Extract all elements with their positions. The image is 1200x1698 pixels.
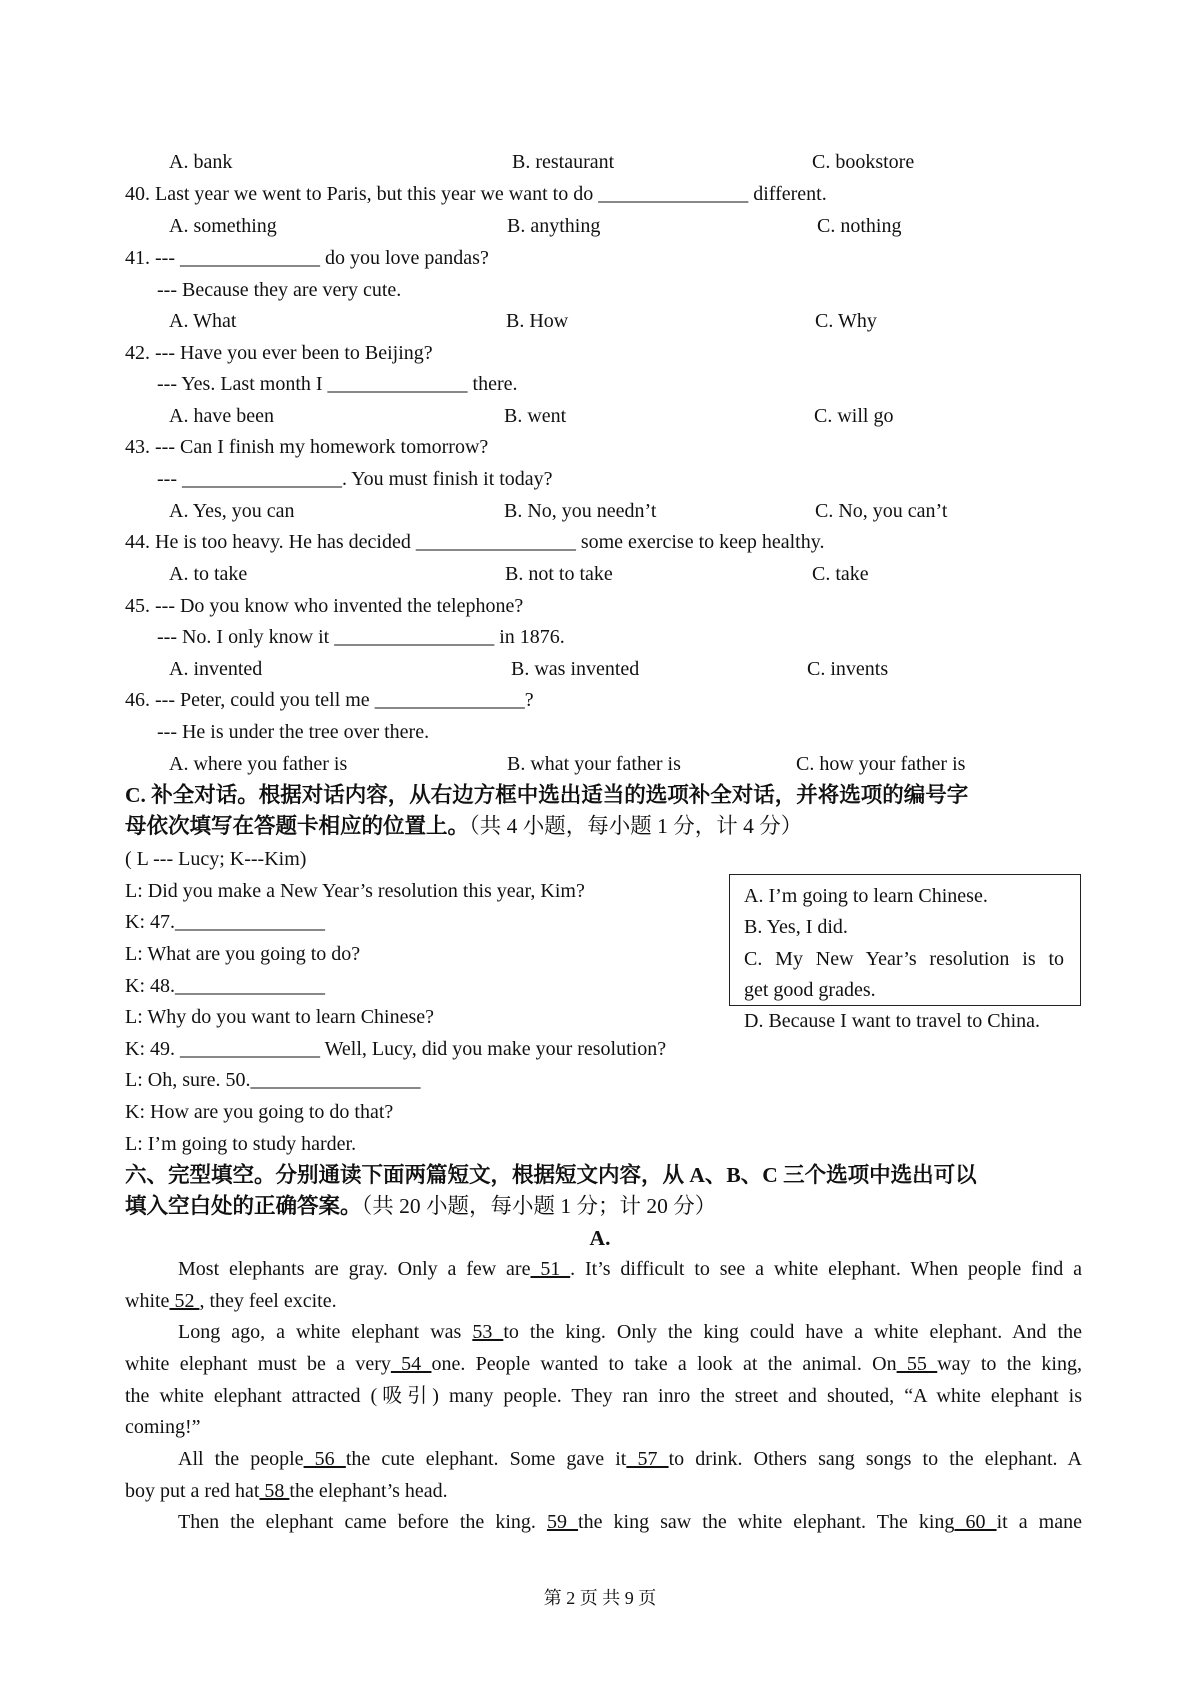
section-6-heading-line2 — [125, 1191, 716, 1221]
blank-53[interactable]: 53 — [472, 1321, 504, 1343]
passage-line: boy put a red hat 58 the elephant’s head. — [125, 1480, 448, 1502]
blank-56[interactable]: 56 — [303, 1448, 346, 1470]
q42-option-b: B. went — [504, 405, 567, 427]
q44-option-c: C. take — [812, 563, 869, 585]
q41-options — [169, 307, 1069, 335]
q41-option-b: B. How — [506, 310, 569, 332]
passage-line: Most elephants are gray. Only a few are 51 . It’s difficult to see a white elephant. When people find a — [178, 1258, 1083, 1280]
q39-options — [169, 148, 1069, 176]
dialog-line: L: Did you make a New Year’s resolution this year, Kim? — [125, 880, 585, 902]
q45-stem: 45. --- Do you know who invented the telephone? — [125, 595, 524, 617]
passage-line: white 52 , they feel excite. — [125, 1290, 337, 1312]
section-6-scoring: （共 20 小题，每小题 1 分；计 20 分） — [361, 1194, 717, 1218]
passage-line: the white elephant attracted (吸引) many people. They ran inro the street and shouted, “A white elephant is — [125, 1385, 1082, 1407]
passage-line: All the people 56 the cute elephant. Some gave it 57 to drink. Others sang songs to the elephant. A — [178, 1448, 1082, 1470]
q46-stem: 46. --- Peter, could you tell me _______________? — [125, 689, 534, 711]
section-c-heading-line2 — [125, 811, 802, 841]
box-option-d: D. Because I want to travel to China. — [744, 1010, 1041, 1032]
q40-option-b: B. anything — [507, 215, 601, 237]
dialog-line: L: Why do you want to learn Chinese? — [125, 1006, 435, 1028]
q45-answer-line: --- No. I only know it ________________ in 1876. — [157, 626, 565, 648]
q45-options — [169, 655, 1069, 683]
q43-answer-line: --- ________________. You must finish it today? — [157, 468, 553, 490]
q40-stem: 40. Last year we went to Paris, but this year we want to do _______________ different. — [125, 183, 827, 205]
passage-line: Long ago, a white elephant was 53 to the king. Only the king could have a white elephant. And the — [178, 1321, 1082, 1343]
q39-option-b: B. restaurant — [512, 151, 615, 173]
blank-58[interactable]: 58 — [259, 1480, 290, 1502]
dialog-line: L: What are you going to do? — [125, 943, 361, 965]
q44-options — [169, 560, 1069, 588]
section-6-heading-bold: 填入空白处的正确答案。 — [125, 1194, 362, 1218]
q46-answer-line: --- He is under the tree over there. — [157, 721, 430, 743]
section-c-heading-bold: 母依次填写在答题卡相应的位置上。 — [125, 814, 470, 838]
q43-option-b: B. No, you needn’t — [504, 500, 657, 522]
dialog-line: L: I’m going to study harder. — [125, 1133, 357, 1155]
q41-stem: 41. --- ______________ do you love pandas? — [125, 247, 489, 269]
section-c-scoring: （共 4 小题，每小题 1 分，计 4 分） — [469, 814, 803, 838]
q44-option-a: A. to take — [169, 563, 248, 585]
q46-option-b: B. what your father is — [507, 753, 681, 775]
q43-options — [169, 497, 1069, 525]
q40-options — [169, 212, 1069, 240]
section-c-heading: C. 补全对话。根据对话内容，从右边方框中选出适当的选项补全对话，并将选项的编号字 — [125, 783, 969, 807]
q43-option-c: C. No, you can’t — [815, 500, 948, 522]
box-option-b: B. Yes, I did. — [744, 916, 848, 938]
dialog-line: K: 49. ______________ Well, Lucy, did you make your resolution? — [125, 1038, 667, 1060]
blank-60[interactable]: 60 — [954, 1511, 997, 1533]
options-box — [729, 874, 1081, 1032]
q46-option-a: A. where you father is — [169, 753, 348, 775]
q42-options — [169, 402, 1069, 430]
blank-51[interactable]: 51 — [530, 1258, 571, 1280]
q43-option-a: A. Yes, you can — [169, 500, 295, 522]
section-6-heading: 六、完型填空。分别通读下面两篇短文，根据短文内容，从 A、B、C 三个选项中选出可以 — [125, 1163, 977, 1187]
q40-option-a: A. something — [169, 215, 277, 237]
passage-title: A. — [589, 1226, 611, 1250]
q43-stem: 43. --- Can I finish my homework tomorrow? — [125, 436, 489, 458]
dialog-line: K: How are you going to do that? — [125, 1101, 394, 1123]
blank-55[interactable]: 55 — [896, 1353, 938, 1375]
dialog-line: K: 48._______________ — [125, 975, 325, 997]
page-footer: 第 2 页 共 9 页 — [543, 1588, 657, 1608]
box-option-c-cont: get good grades. — [744, 979, 876, 1001]
blank-57[interactable]: 57 — [626, 1448, 669, 1470]
dialog-line: K: 47._______________ — [125, 911, 325, 933]
q45-option-b: B. was invented — [511, 658, 640, 680]
q45-option-c: C. invents — [807, 658, 889, 680]
q39-option-a: A. bank — [169, 151, 233, 173]
blank-59[interactable]: 59 — [546, 1511, 579, 1533]
q42-stem: 42. --- Have you ever been to Beijing? — [125, 342, 433, 364]
q46-option-c: C. how your father is — [796, 753, 966, 775]
q41-option-c: C. Why — [815, 310, 877, 332]
q41-answer-line: --- Because they are very cute. — [157, 279, 402, 301]
q45-option-a: A. invented — [169, 658, 263, 680]
q39-option-c: C. bookstore — [812, 151, 915, 173]
q40-option-c: C. nothing — [817, 215, 902, 237]
blank-54[interactable]: 54 — [390, 1353, 432, 1375]
q42-option-a: A. have been — [169, 405, 274, 427]
q46-options — [169, 750, 1069, 778]
passage-line: Then the elephant came before the king. 59 the king saw the white elephant. The king 60 it a mane — [178, 1511, 1082, 1533]
dialog-line: L: Oh, sure. 50._________________ — [125, 1069, 421, 1091]
passage-line: white elephant must be a very 54 one. People wanted to take a look at the animal. On 55 way to the king, — [125, 1353, 1082, 1375]
q44-option-b: B. not to take — [505, 563, 613, 585]
speaker-legend: ( L --- Lucy; K---Kim) — [125, 848, 307, 870]
q44-stem: 44. He is too heavy. He has decided ________________ some exercise to keep healthy. — [125, 531, 825, 553]
q41-option-a: A. What — [169, 310, 237, 332]
passage-line: coming!” — [125, 1416, 201, 1438]
blank-52[interactable]: 52 — [169, 1290, 200, 1312]
box-option-c: C. My New Year’s resolution is to — [744, 948, 1064, 970]
q42-answer-line: --- Yes. Last month I ______________ there. — [157, 373, 518, 395]
box-option-a: A. I’m going to learn Chinese. — [744, 885, 988, 907]
q42-option-c: C. will go — [814, 405, 894, 427]
